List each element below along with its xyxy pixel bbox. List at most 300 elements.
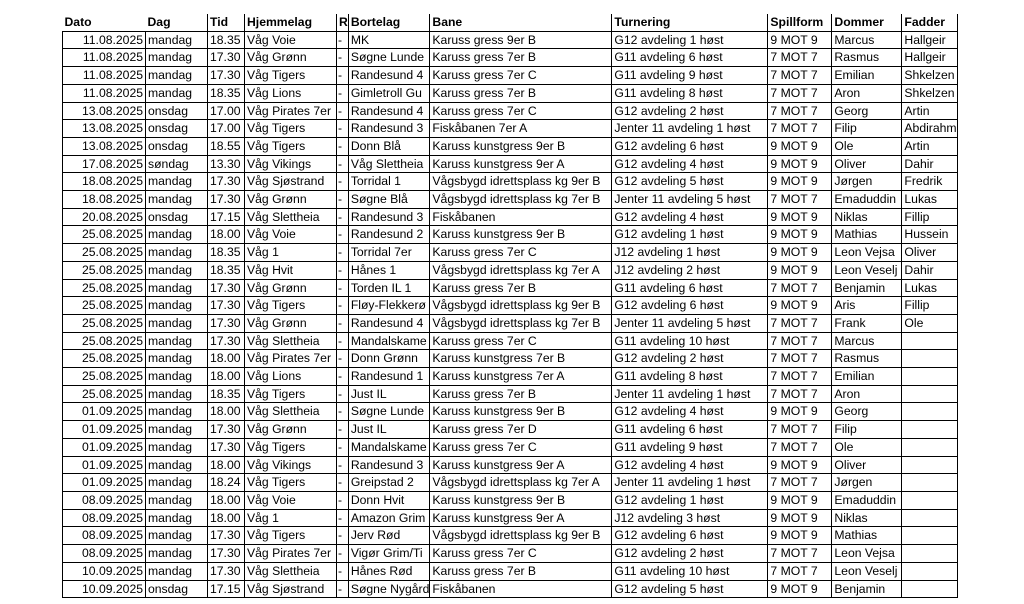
cell-dommer[interactable]: Jørgen: [832, 474, 902, 492]
cell-turnering[interactable]: G12 avdeling 2 høst: [612, 102, 768, 120]
cell-hjemmelag[interactable]: Våg 1: [245, 244, 337, 262]
cell-dommer[interactable]: Mathias: [832, 527, 902, 545]
cell-bortelag[interactable]: Søgne Lunde: [348, 49, 430, 67]
cell-turnering[interactable]: Jenter 11 avdeling 1 høst: [612, 385, 768, 403]
cell-turnering[interactable]: G12 avdeling 1 høst: [612, 31, 768, 49]
cell-bortelag[interactable]: Randesund 1: [348, 368, 430, 386]
cell-dato[interactable]: 01.09.2025: [63, 403, 146, 421]
cell-tid[interactable]: 18.35: [208, 244, 245, 262]
cell-dato[interactable]: 25.08.2025: [63, 314, 146, 332]
cell-dommer[interactable]: Emaduddin: [832, 191, 902, 209]
cell-turnering[interactable]: G11 avdeling 9 høst: [612, 438, 768, 456]
cell-fadder[interactable]: [902, 385, 958, 403]
cell-dag[interactable]: mandag: [146, 279, 208, 297]
cell-bortelag[interactable]: Randesund 3: [348, 120, 430, 138]
cell-fadder[interactable]: [902, 456, 958, 474]
cell-dato[interactable]: 25.08.2025: [63, 385, 146, 403]
cell-spillform[interactable]: 9 MOT 9: [768, 173, 832, 191]
cell-bortelag[interactable]: Fløy-Flekkerø: [348, 297, 430, 315]
cell-dag[interactable]: onsdag: [146, 102, 208, 120]
cell-spillform[interactable]: 9 MOT 9: [768, 244, 832, 262]
cell-bortelag[interactable]: Jerv Rød: [348, 527, 430, 545]
cell-turnering[interactable]: G12 avdeling 2 høst: [612, 350, 768, 368]
cell-dommer[interactable]: Leon Vejsa: [832, 244, 902, 262]
cell-dommer[interactable]: Oliver: [832, 155, 902, 173]
cell-bortelag[interactable]: Torridal 7er: [348, 244, 430, 262]
cell-dato[interactable]: 18.08.2025: [63, 173, 146, 191]
cell-tid[interactable]: 17.30: [208, 67, 245, 85]
cell-fadder[interactable]: [902, 491, 958, 509]
cell-bortelag[interactable]: Randesund 4: [348, 102, 430, 120]
cell-dato[interactable]: 25.08.2025: [63, 244, 146, 262]
cell-bane[interactable]: Karuss kunstgress 7er B: [430, 350, 612, 368]
cell-separator[interactable]: -: [337, 102, 349, 120]
cell-dag[interactable]: mandag: [146, 456, 208, 474]
cell-hjemmelag[interactable]: Våg Tigers: [245, 385, 337, 403]
cell-dommer[interactable]: Filip: [832, 120, 902, 138]
cell-dommer[interactable]: Aron: [832, 385, 902, 403]
cell-turnering[interactable]: G11 avdeling 10 høst: [612, 562, 768, 580]
cell-dommer[interactable]: Benjamin: [832, 279, 902, 297]
cell-hjemmelag[interactable]: Våg Grønn: [245, 49, 337, 67]
cell-bane[interactable]: Karuss gress 7er C: [430, 244, 612, 262]
cell-tid[interactable]: 17.30: [208, 173, 245, 191]
cell-dommer[interactable]: Georg: [832, 102, 902, 120]
cell-tid[interactable]: 18.35: [208, 84, 245, 102]
cell-separator[interactable]: -: [337, 297, 349, 315]
cell-spillform[interactable]: 9 MOT 9: [768, 155, 832, 173]
cell-separator[interactable]: -: [337, 261, 349, 279]
cell-dommer[interactable]: Benjamin: [832, 580, 902, 598]
cell-bane[interactable]: Fiskåbanen: [430, 208, 612, 226]
cell-fadder[interactable]: Shkelzen: [902, 84, 958, 102]
cell-turnering[interactable]: G12 avdeling 5 høst: [612, 173, 768, 191]
cell-spillform[interactable]: 9 MOT 9: [768, 31, 832, 49]
cell-separator[interactable]: -: [337, 350, 349, 368]
cell-turnering[interactable]: J12 avdeling 3 høst: [612, 509, 768, 527]
cell-bortelag[interactable]: Søgne Blå: [348, 191, 430, 209]
cell-tid[interactable]: 17.00: [208, 120, 245, 138]
cell-bortelag[interactable]: Torridal 1: [348, 173, 430, 191]
cell-separator[interactable]: -: [337, 474, 349, 492]
cell-hjemmelag[interactable]: Våg 1: [245, 509, 337, 527]
cell-dommer[interactable]: Ole: [832, 137, 902, 155]
cell-spillform[interactable]: 7 MOT 7: [768, 332, 832, 350]
cell-tid[interactable]: 18.00: [208, 491, 245, 509]
cell-fadder[interactable]: [902, 438, 958, 456]
cell-separator[interactable]: -: [337, 155, 349, 173]
cell-tid[interactable]: 17.30: [208, 332, 245, 350]
cell-hjemmelag[interactable]: Våg Tigers: [245, 297, 337, 315]
cell-dommer[interactable]: Filip: [832, 421, 902, 439]
cell-bortelag[interactable]: Randesund 2: [348, 226, 430, 244]
cell-turnering[interactable]: G11 avdeling 8 høst: [612, 368, 768, 386]
cell-dato[interactable]: 25.08.2025: [63, 279, 146, 297]
header-separator[interactable]: R: [337, 14, 349, 31]
cell-dag[interactable]: mandag: [146, 297, 208, 315]
cell-turnering[interactable]: G12 avdeling 6 høst: [612, 527, 768, 545]
cell-fadder[interactable]: Fillip: [902, 208, 958, 226]
cell-separator[interactable]: -: [337, 279, 349, 297]
cell-dato[interactable]: 11.08.2025: [63, 67, 146, 85]
cell-bane[interactable]: Karuss gress 7er B: [430, 385, 612, 403]
cell-fadder[interactable]: Dahir: [902, 155, 958, 173]
cell-fadder[interactable]: Hussein: [902, 226, 958, 244]
cell-tid[interactable]: 17.30: [208, 297, 245, 315]
cell-fadder[interactable]: Lukas: [902, 191, 958, 209]
cell-bortelag[interactable]: Mandalskame: [348, 332, 430, 350]
cell-fadder[interactable]: [902, 474, 958, 492]
cell-spillform[interactable]: 7 MOT 7: [768, 421, 832, 439]
cell-spillform[interactable]: 7 MOT 7: [768, 545, 832, 563]
cell-hjemmelag[interactable]: Våg Hvit: [245, 261, 337, 279]
cell-bortelag[interactable]: Søgne Lunde: [348, 403, 430, 421]
cell-turnering[interactable]: G12 avdeling 4 høst: [612, 155, 768, 173]
cell-hjemmelag[interactable]: Våg Grønn: [245, 314, 337, 332]
cell-bortelag[interactable]: Amazon Grim: [348, 509, 430, 527]
cell-turnering[interactable]: Jenter 11 avdeling 5 høst: [612, 314, 768, 332]
cell-fadder[interactable]: Artin: [902, 102, 958, 120]
cell-hjemmelag[interactable]: Våg Voie: [245, 31, 337, 49]
cell-dommer[interactable]: Niklas: [832, 208, 902, 226]
cell-dommer[interactable]: Marcus: [832, 31, 902, 49]
cell-hjemmelag[interactable]: Våg Slettheia: [245, 332, 337, 350]
cell-fadder[interactable]: Ole: [902, 314, 958, 332]
cell-separator[interactable]: -: [337, 84, 349, 102]
cell-dag[interactable]: mandag: [146, 438, 208, 456]
cell-bortelag[interactable]: Mandalskame: [348, 438, 430, 456]
cell-hjemmelag[interactable]: Våg Tigers: [245, 438, 337, 456]
cell-fadder[interactable]: Abdirahm: [902, 120, 958, 138]
cell-separator[interactable]: -: [337, 137, 349, 155]
cell-fadder[interactable]: Fillip: [902, 297, 958, 315]
cell-separator[interactable]: -: [337, 509, 349, 527]
cell-dato[interactable]: 08.09.2025: [63, 527, 146, 545]
cell-fadder[interactable]: Hallgeir: [902, 31, 958, 49]
cell-fadder[interactable]: [902, 332, 958, 350]
cell-tid[interactable]: 17.30: [208, 314, 245, 332]
cell-separator[interactable]: -: [337, 244, 349, 262]
cell-bane[interactable]: Karuss kunstgress 9er B: [430, 226, 612, 244]
cell-hjemmelag[interactable]: Våg Sjøstrand: [245, 580, 337, 598]
cell-dato[interactable]: 13.08.2025: [63, 137, 146, 155]
cell-bane[interactable]: Karuss kunstgress 9er A: [430, 509, 612, 527]
cell-tid[interactable]: 18.24: [208, 474, 245, 492]
cell-turnering[interactable]: G12 avdeling 6 høst: [612, 297, 768, 315]
header-tid[interactable]: Tid: [208, 14, 245, 31]
cell-bane[interactable]: Vågsbygd idrettsplass kg 7er A: [430, 261, 612, 279]
cell-bortelag[interactable]: Just IL: [348, 385, 430, 403]
cell-dommer[interactable]: Georg: [832, 403, 902, 421]
cell-hjemmelag[interactable]: Våg Slettheia: [245, 562, 337, 580]
cell-separator[interactable]: -: [337, 191, 349, 209]
cell-bortelag[interactable]: Randesund 4: [348, 67, 430, 85]
cell-dato[interactable]: 01.09.2025: [63, 474, 146, 492]
cell-dato[interactable]: 08.09.2025: [63, 545, 146, 563]
cell-bane[interactable]: Karuss kunstgress 9er A: [430, 155, 612, 173]
cell-separator[interactable]: -: [337, 208, 349, 226]
cell-tid[interactable]: 17.15: [208, 208, 245, 226]
cell-hjemmelag[interactable]: Våg Tigers: [245, 527, 337, 545]
cell-bane[interactable]: Karuss gress 7er C: [430, 102, 612, 120]
cell-dag[interactable]: mandag: [146, 385, 208, 403]
cell-dommer[interactable]: Jørgen: [832, 173, 902, 191]
cell-spillform[interactable]: 7 MOT 7: [768, 102, 832, 120]
cell-bortelag[interactable]: Randesund 4: [348, 314, 430, 332]
cell-bortelag[interactable]: Donn Blå: [348, 137, 430, 155]
cell-dommer[interactable]: Emilian: [832, 368, 902, 386]
cell-dato[interactable]: 10.09.2025: [63, 580, 146, 598]
cell-fadder[interactable]: [902, 527, 958, 545]
cell-dato[interactable]: 17.08.2025: [63, 155, 146, 173]
cell-tid[interactable]: 17.30: [208, 438, 245, 456]
cell-turnering[interactable]: G12 avdeling 4 høst: [612, 456, 768, 474]
cell-dato[interactable]: 20.08.2025: [63, 208, 146, 226]
cell-separator[interactable]: -: [337, 562, 349, 580]
cell-spillform[interactable]: 9 MOT 9: [768, 509, 832, 527]
cell-spillform[interactable]: 9 MOT 9: [768, 297, 832, 315]
cell-dag[interactable]: mandag: [146, 403, 208, 421]
cell-bortelag[interactable]: Randesund 3: [348, 456, 430, 474]
cell-dommer[interactable]: Oliver: [832, 456, 902, 474]
cell-dag[interactable]: mandag: [146, 173, 208, 191]
header-dommer[interactable]: Dommer: [832, 14, 902, 31]
cell-spillform[interactable]: 7 MOT 7: [768, 385, 832, 403]
cell-bane[interactable]: Karuss gress 9er B: [430, 31, 612, 49]
cell-bortelag[interactable]: MK: [348, 31, 430, 49]
cell-tid[interactable]: 13.30: [208, 155, 245, 173]
cell-dommer[interactable]: Rasmus: [832, 350, 902, 368]
cell-bane[interactable]: Fiskåbanen 7er A: [430, 120, 612, 138]
cell-fadder[interactable]: [902, 421, 958, 439]
cell-hjemmelag[interactable]: Våg Tigers: [245, 67, 337, 85]
cell-bortelag[interactable]: Just IL: [348, 421, 430, 439]
cell-separator[interactable]: -: [337, 456, 349, 474]
cell-dag[interactable]: mandag: [146, 191, 208, 209]
cell-separator[interactable]: -: [337, 368, 349, 386]
cell-dato[interactable]: 11.08.2025: [63, 84, 146, 102]
cell-spillform[interactable]: 7 MOT 7: [768, 279, 832, 297]
cell-turnering[interactable]: G11 avdeling 8 høst: [612, 84, 768, 102]
header-dag[interactable]: Dag: [146, 14, 208, 31]
cell-bane[interactable]: Vågsbygd idrettsplass kg 7er B: [430, 314, 612, 332]
cell-bane[interactable]: Vågsbygd idrettsplass kg 9er B: [430, 173, 612, 191]
cell-tid[interactable]: 18.00: [208, 226, 245, 244]
cell-spillform[interactable]: 9 MOT 9: [768, 580, 832, 598]
cell-dato[interactable]: 25.08.2025: [63, 350, 146, 368]
cell-dag[interactable]: mandag: [146, 562, 208, 580]
header-spillform[interactable]: Spillform: [768, 14, 832, 31]
cell-dag[interactable]: mandag: [146, 527, 208, 545]
cell-bane[interactable]: Vågsbygd idrettsplass kg 7er B: [430, 191, 612, 209]
cell-dag[interactable]: onsdag: [146, 137, 208, 155]
cell-bortelag[interactable]: Gimletroll Gu: [348, 84, 430, 102]
cell-dag[interactable]: mandag: [146, 49, 208, 67]
cell-dag[interactable]: mandag: [146, 545, 208, 563]
cell-turnering[interactable]: G11 avdeling 6 høst: [612, 421, 768, 439]
cell-dommer[interactable]: Emilian: [832, 67, 902, 85]
cell-hjemmelag[interactable]: Våg Tigers: [245, 120, 337, 138]
cell-dato[interactable]: 25.08.2025: [63, 261, 146, 279]
cell-turnering[interactable]: G12 avdeling 1 høst: [612, 226, 768, 244]
cell-bortelag[interactable]: Hånes Rød: [348, 562, 430, 580]
cell-dato[interactable]: 25.08.2025: [63, 226, 146, 244]
cell-dato[interactable]: 01.09.2025: [63, 438, 146, 456]
cell-dag[interactable]: mandag: [146, 509, 208, 527]
cell-separator[interactable]: -: [337, 314, 349, 332]
cell-hjemmelag[interactable]: Våg Slettheia: [245, 403, 337, 421]
cell-tid[interactable]: 17.30: [208, 49, 245, 67]
cell-tid[interactable]: 17.15: [208, 580, 245, 598]
cell-turnering[interactable]: G11 avdeling 10 høst: [612, 332, 768, 350]
cell-bane[interactable]: Karuss gress 7er B: [430, 84, 612, 102]
cell-bortelag[interactable]: Torden IL 1: [348, 279, 430, 297]
cell-tid[interactable]: 17.30: [208, 527, 245, 545]
cell-fadder[interactable]: [902, 562, 958, 580]
cell-separator[interactable]: -: [337, 580, 349, 598]
cell-spillform[interactable]: 9 MOT 9: [768, 208, 832, 226]
cell-tid[interactable]: 18.00: [208, 403, 245, 421]
cell-dato[interactable]: 11.08.2025: [63, 31, 146, 49]
cell-hjemmelag[interactable]: Våg Vikings: [245, 456, 337, 474]
cell-turnering[interactable]: G12 avdeling 1 høst: [612, 491, 768, 509]
cell-dag[interactable]: mandag: [146, 474, 208, 492]
cell-bane[interactable]: Karuss gress 7er D: [430, 421, 612, 439]
cell-spillform[interactable]: 9 MOT 9: [768, 261, 832, 279]
cell-separator[interactable]: -: [337, 120, 349, 138]
cell-hjemmelag[interactable]: Våg Grønn: [245, 421, 337, 439]
cell-bane[interactable]: Vågsbygd idrettsplass kg 7er A: [430, 474, 612, 492]
cell-bane[interactable]: Karuss kunstgress 9er A: [430, 456, 612, 474]
cell-turnering[interactable]: G12 avdeling 6 høst: [612, 137, 768, 155]
cell-bane[interactable]: Karuss kunstgress 9er B: [430, 137, 612, 155]
cell-tid[interactable]: 17.00: [208, 102, 245, 120]
cell-spillform[interactable]: 9 MOT 9: [768, 456, 832, 474]
cell-spillform[interactable]: 7 MOT 7: [768, 562, 832, 580]
cell-hjemmelag[interactable]: Våg Tigers: [245, 137, 337, 155]
cell-dommer[interactable]: Ole: [832, 438, 902, 456]
cell-spillform[interactable]: 7 MOT 7: [768, 438, 832, 456]
cell-hjemmelag[interactable]: Våg Tigers: [245, 474, 337, 492]
cell-dag[interactable]: onsdag: [146, 208, 208, 226]
cell-dag[interactable]: mandag: [146, 84, 208, 102]
cell-separator[interactable]: -: [337, 67, 349, 85]
cell-dato[interactable]: 08.09.2025: [63, 509, 146, 527]
cell-bane[interactable]: Karuss kunstgress 9er B: [430, 491, 612, 509]
cell-fadder[interactable]: [902, 509, 958, 527]
cell-spillform[interactable]: 7 MOT 7: [768, 474, 832, 492]
cell-tid[interactable]: 18.35: [208, 261, 245, 279]
cell-bane[interactable]: Karuss kunstgress 7er A: [430, 368, 612, 386]
cell-spillform[interactable]: 9 MOT 9: [768, 226, 832, 244]
cell-hjemmelag[interactable]: Våg Grønn: [245, 279, 337, 297]
cell-fadder[interactable]: Fredrik: [902, 173, 958, 191]
cell-hjemmelag[interactable]: Våg Sjøstrand: [245, 173, 337, 191]
cell-hjemmelag[interactable]: Våg Pirates 7er: [245, 545, 337, 563]
cell-dag[interactable]: mandag: [146, 350, 208, 368]
cell-tid[interactable]: 18.00: [208, 368, 245, 386]
cell-separator[interactable]: -: [337, 421, 349, 439]
cell-hjemmelag[interactable]: Våg Slettheia: [245, 208, 337, 226]
cell-hjemmelag[interactable]: Våg Lions: [245, 84, 337, 102]
cell-separator[interactable]: -: [337, 49, 349, 67]
cell-fadder[interactable]: Dahir: [902, 261, 958, 279]
cell-separator[interactable]: -: [337, 226, 349, 244]
cell-dato[interactable]: 25.08.2025: [63, 332, 146, 350]
cell-turnering[interactable]: Jenter 11 avdeling 1 høst: [612, 120, 768, 138]
cell-dag[interactable]: mandag: [146, 67, 208, 85]
cell-separator[interactable]: -: [337, 403, 349, 421]
cell-dag[interactable]: mandag: [146, 244, 208, 262]
cell-bortelag[interactable]: Donn Hvit: [348, 491, 430, 509]
cell-separator[interactable]: -: [337, 527, 349, 545]
cell-turnering[interactable]: J12 avdeling 1 høst: [612, 244, 768, 262]
cell-tid[interactable]: 18.00: [208, 350, 245, 368]
cell-bortelag[interactable]: Greipstad 2: [348, 474, 430, 492]
cell-separator[interactable]: -: [337, 332, 349, 350]
cell-fadder[interactable]: [902, 350, 958, 368]
cell-tid[interactable]: 17.30: [208, 279, 245, 297]
cell-turnering[interactable]: G12 avdeling 4 høst: [612, 208, 768, 226]
cell-separator[interactable]: -: [337, 545, 349, 563]
cell-bane[interactable]: Karuss gress 7er B: [430, 279, 612, 297]
cell-spillform[interactable]: 7 MOT 7: [768, 67, 832, 85]
cell-spillform[interactable]: 7 MOT 7: [768, 314, 832, 332]
cell-dato[interactable]: 13.08.2025: [63, 102, 146, 120]
cell-bane[interactable]: Fiskåbanen: [430, 580, 612, 598]
cell-dato[interactable]: 11.08.2025: [63, 49, 146, 67]
cell-fadder[interactable]: [902, 368, 958, 386]
header-hjemmelag[interactable]: Hjemmelag: [245, 14, 337, 31]
cell-tid[interactable]: 17.30: [208, 191, 245, 209]
cell-separator[interactable]: -: [337, 31, 349, 49]
cell-turnering[interactable]: G12 avdeling 4 høst: [612, 403, 768, 421]
cell-fadder[interactable]: [902, 545, 958, 563]
cell-dommer[interactable]: Aris: [832, 297, 902, 315]
cell-spillform[interactable]: 9 MOT 9: [768, 491, 832, 509]
cell-bane[interactable]: Karuss gress 7er B: [430, 562, 612, 580]
cell-tid[interactable]: 18.55: [208, 137, 245, 155]
cell-dato[interactable]: 01.09.2025: [63, 421, 146, 439]
cell-dommer[interactable]: Frank: [832, 314, 902, 332]
cell-turnering[interactable]: G12 avdeling 5 høst: [612, 580, 768, 598]
cell-spillform[interactable]: 9 MOT 9: [768, 403, 832, 421]
cell-spillform[interactable]: 7 MOT 7: [768, 368, 832, 386]
cell-fadder[interactable]: [902, 403, 958, 421]
cell-dato[interactable]: 01.09.2025: [63, 456, 146, 474]
cell-bortelag[interactable]: Søgne Nygård: [348, 580, 430, 598]
cell-hjemmelag[interactable]: Våg Vikings: [245, 155, 337, 173]
cell-turnering[interactable]: G12 avdeling 2 høst: [612, 545, 768, 563]
cell-dag[interactable]: mandag: [146, 491, 208, 509]
cell-tid[interactable]: 18.00: [208, 456, 245, 474]
cell-bane[interactable]: Vågsbygd idrettsplass kg 9er B: [430, 297, 612, 315]
cell-bane[interactable]: Vågsbygd idrettsplass kg 9er B: [430, 527, 612, 545]
cell-bortelag[interactable]: Vigør Grim/Ti: [348, 545, 430, 563]
cell-bane[interactable]: Karuss gress 7er C: [430, 67, 612, 85]
cell-separator[interactable]: -: [337, 491, 349, 509]
cell-fadder[interactable]: Artin: [902, 137, 958, 155]
cell-hjemmelag[interactable]: Våg Grønn: [245, 191, 337, 209]
cell-dag[interactable]: mandag: [146, 314, 208, 332]
header-bortelag[interactable]: Bortelag: [348, 14, 430, 31]
cell-bane[interactable]: Karuss gress 7er C: [430, 438, 612, 456]
cell-spillform[interactable]: 7 MOT 7: [768, 350, 832, 368]
cell-dag[interactable]: mandag: [146, 261, 208, 279]
cell-dag[interactable]: mandag: [146, 31, 208, 49]
cell-bortelag[interactable]: Randesund 3: [348, 208, 430, 226]
cell-separator[interactable]: -: [337, 173, 349, 191]
